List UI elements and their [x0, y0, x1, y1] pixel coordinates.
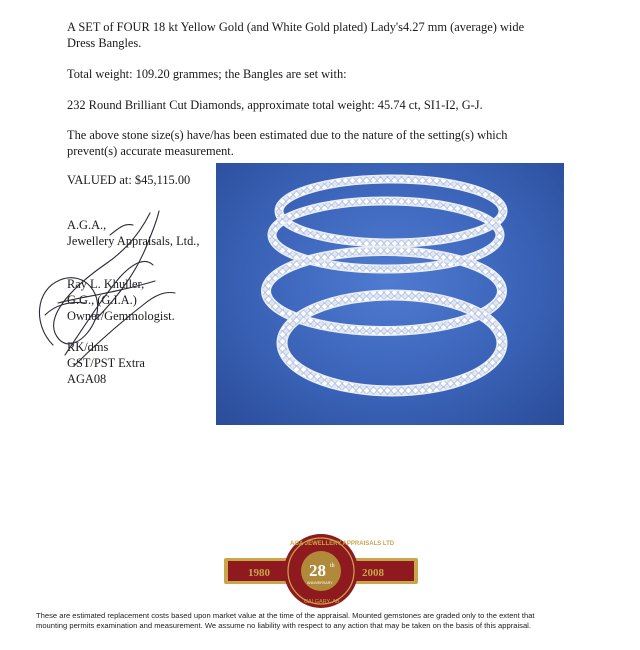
seal-bottom-text: CALGARY, AB	[304, 599, 340, 605]
appraiser-line: Owner/Gemmologist.	[67, 309, 175, 323]
reference-line: GST/PST Extra	[67, 356, 145, 370]
diamond-details: 232 Round Brilliant Cut Diamonds, approximate total weight: 45.74 ct, SI1-I2, G-J.	[67, 98, 483, 112]
item-description	[67, 19, 567, 51]
anniversary-seal	[218, 532, 424, 610]
seal-year-right: 2008	[362, 567, 384, 579]
signature-image	[25, 205, 195, 380]
seal-number: 28	[309, 561, 326, 580]
firm-name-line: Jewellery Appraisals, Ltd.,	[67, 234, 200, 248]
appraiser-line: G.G., (G.I.A.)	[67, 293, 137, 307]
reference-line: AGA08	[67, 372, 107, 386]
item-description-line: Dress Bangles.	[67, 36, 142, 50]
appraiser-line: Ray L. Khuller,	[67, 277, 145, 291]
estimation-note	[67, 127, 567, 159]
disclaimer-line: mounting permits examination and measurement. We assume no liability with respect to any action that may be taken on the basis of this appraisal.	[36, 621, 531, 630]
bangles-photo	[216, 163, 564, 425]
seal-sub: ANNIVERSARY	[307, 581, 333, 585]
item-description-line: A SET of FOUR 18 kt Yellow Gold (and White Gold plated) Lady's4.27 mm (average) wide	[67, 20, 525, 34]
firm-name-line: A.G.A.,	[67, 218, 107, 232]
seal-year-left: 1980	[248, 567, 270, 579]
seal-suffix: th	[330, 563, 335, 569]
estimation-note-line: prevent(s) accurate measurement.	[67, 144, 234, 158]
disclaimer	[36, 611, 616, 631]
reference-line: RK/dms	[67, 340, 109, 354]
total-weight: Total weight: 109.20 grammes; the Bangles are set with:	[67, 67, 347, 81]
bangles-illustration	[216, 163, 564, 425]
estimation-note-line: The above stone size(s) have/has been estimated due to the nature of the setting(s) which	[67, 128, 508, 142]
disclaimer-line: These are estimated replacement costs based upon market value at the time of the appraisal. Mounted gemstones are graded only to the extent that	[36, 611, 535, 620]
valuation: VALUED at: $45,115.00	[67, 173, 191, 187]
seal-top-text: AGA JEWELLERY APPRAISALS LTD	[290, 541, 395, 547]
